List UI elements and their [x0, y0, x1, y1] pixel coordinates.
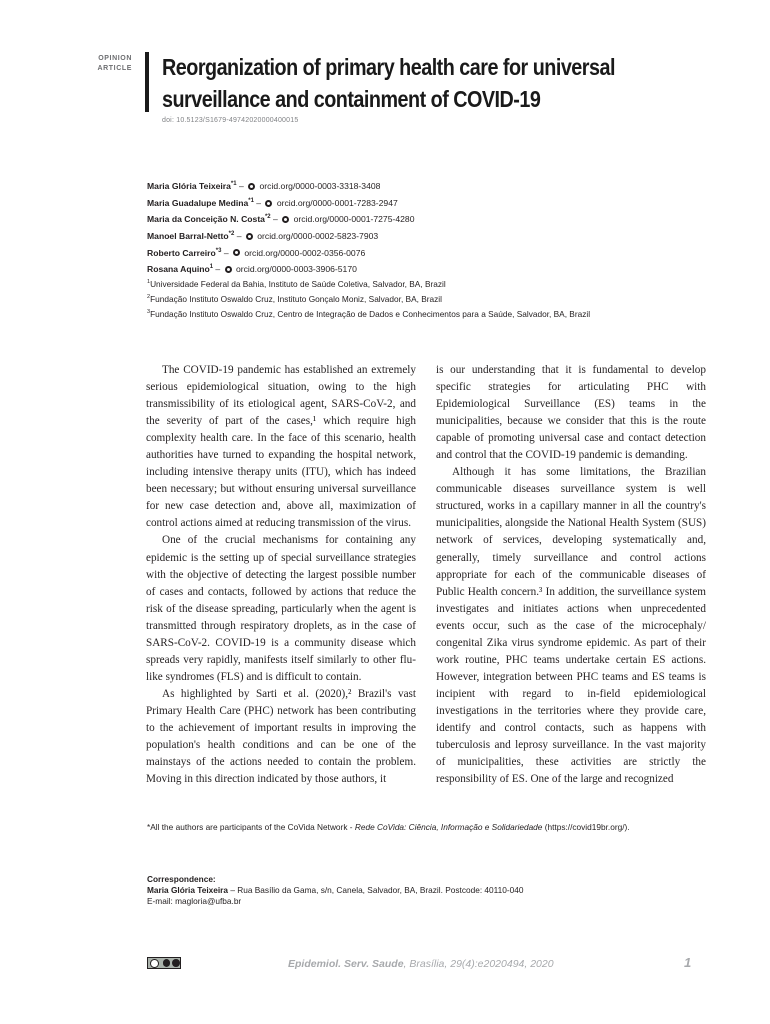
separator-dash: – — [270, 214, 281, 225]
article-title — [162, 51, 644, 115]
author-affiliation-marker: *2 — [228, 230, 235, 237]
affiliation-list — [147, 276, 590, 321]
affiliation-entry — [147, 291, 590, 306]
author-name: Manoel Barral-Netto — [147, 230, 229, 241]
author-affiliation-marker: *2 — [264, 214, 271, 221]
affiliation-text: Fundação Instituto Oswaldo Cruz, Centro de Integração de Dados e Conhecimentos para a Saúde, Salvador, BA, Brazil — [150, 308, 591, 319]
kicker-line-2: ARTICLE — [97, 65, 132, 72]
separator-dash: – — [253, 197, 264, 208]
affiliation-entry — [147, 276, 590, 291]
orcid-icon — [225, 266, 232, 273]
doi-link[interactable]: doi: 10.5123/S1679-49742020000400015 — [162, 117, 299, 124]
author-affiliation-marker: *1 — [248, 197, 254, 204]
orcid-icon — [282, 216, 289, 223]
cc-by-license-icon[interactable] — [147, 957, 181, 969]
orcid-link[interactable]: orcid.org/0000-0001-7275-4280 — [291, 214, 415, 225]
affiliation-marker: 2 — [147, 294, 151, 301]
by-attribution-icon — [163, 959, 171, 967]
author-list — [147, 177, 414, 277]
author-name: Maria da Conceição N. Costa — [147, 214, 265, 225]
body-column-left — [146, 362, 416, 788]
page-number: 1 — [684, 955, 692, 970]
author-name: Maria Guadalupe Medina — [147, 197, 249, 208]
journal-citation — [288, 958, 554, 970]
separator-dash: – — [213, 264, 223, 275]
title-line-2: surveillance and containment of COVID-19 — [162, 86, 541, 112]
correspondence-address-line — [147, 885, 524, 896]
paragraph: As highlighted by Sarti et al. (2020),² Brazil's vast Primary Health Care (PHC) network has been contributing to the achievement of important results in improving the population's health conditions and can be one of the mainstays of the actions needed to contain the problem. Moving in this direction indicated by those authors, it — [146, 687, 416, 786]
affiliation-text: Fundação Instituto Oswaldo Cruz, Instituto Gonçalo Moniz, Salvador, BA, Brazil — [150, 293, 442, 304]
separator-dash: – — [234, 230, 244, 241]
paragraph: is our understanding that it is fundamental to develop specific strategies for articulating PHC with Epidemiological Surveillance (ES) teams in the municipalities, because we consider that this is the route capable of promoting universal case and contact detection and control that the COVID-19 pandemic is demanding. — [436, 364, 706, 462]
author-entry — [147, 210, 414, 227]
orcid-icon — [248, 183, 255, 190]
title-line-1: Reorganization of primary health care for universal — [162, 54, 615, 80]
correspondence-name: Maria Glória Teixeira — [147, 885, 229, 895]
by-attribution-icon — [172, 959, 180, 967]
title-accent-bar — [145, 52, 149, 112]
separator-dash: – — [221, 247, 231, 258]
author-name: Maria Glória Teixeira — [147, 180, 231, 191]
article-type-label — [88, 54, 132, 74]
footnote-prefix: *All the authors are participants of the CoVida Network - — [147, 822, 355, 832]
affiliation-marker: 1 — [147, 279, 151, 285]
separator-dash: – — [236, 180, 247, 191]
orcid-link[interactable]: orcid.org/0000-0002-5823-7903 — [254, 230, 379, 241]
author-entry — [147, 260, 414, 277]
author-entry — [147, 227, 414, 244]
affiliation-marker: 3 — [147, 309, 151, 316]
orcid-icon — [265, 200, 272, 207]
correspondence-address: – Rua Basílio da Gama, s/n, Canela, Salvador, BA, Brazil. Postcode: 40110-040 — [228, 885, 524, 895]
footnote-network-name: Rede CoVida: Ciência, Informação e Solidariedade — [354, 822, 543, 832]
author-entry — [147, 177, 414, 194]
author-name: Rosana Aquino — [147, 264, 210, 275]
orcid-icon — [246, 233, 253, 240]
orcid-link[interactable]: orcid.org/0000-0003-3906-5170 — [233, 264, 357, 275]
correspondence-email[interactable]: E-mail: magloria@ufba.br — [147, 896, 242, 906]
cc-logo-icon — [150, 959, 159, 968]
orcid-icon — [233, 249, 240, 256]
author-affiliation-marker: *3 — [215, 247, 222, 254]
kicker-line-1: OPINION — [98, 55, 132, 62]
body-column-right — [436, 362, 706, 788]
author-affiliation-marker: 1 — [209, 264, 214, 271]
author-entry — [147, 244, 414, 261]
paragraph: Although it has some limitations, the Brazilian communicable diseases surveillance system is well structured, works in a capillary manner in all the country's municipalities, alongside the National Health System (SUS) network of services, developing systematically and, generally, timely surveillance and control actions appropriate for each of the communicable diseases of Public Health concern.³ In addition, the surveillance system investigates and initiates actions when unprecedented events occur, such as the case of the microcephaly/ congenital Zika virus syndrome epidemic. As part of their work routine, PHC teams undertake certain ES actions. However, integration between PHC teams and ES teams is incipient with regard to in-field epidemiological investigations in the territories where they provide care, identify and control contacts, such as happens with tuberculosis and leprosy surveillance. In the vast majority of municipalities, these activities are strictly the responsibility of ES. One of the large and recognized — [436, 466, 706, 786]
orcid-link[interactable]: orcid.org/0000-0001-7283-2947 — [274, 197, 398, 208]
author-entry — [147, 194, 414, 211]
paragraph: One of the crucial mechanisms for containing any epidemic is the setting up of special surveillance strategies with the objective of detecting the largest possible number of cases and contacts, followed by actions that reduce the risk of the disease spreading, particularly when the agent is transmitted through respiratory droplets, as in the case of SARS-CoV-2. COVID-19 is a community disease which spreads very rapidly, manifests itself similarly to other flu-like syndromes (FLS) and is difficult to contain. — [146, 534, 416, 683]
author-footnote — [147, 822, 630, 832]
footnote-suffix[interactable]: (https://covid19br.org/). — [542, 822, 630, 832]
orcid-link[interactable]: orcid.org/0000-0003-3318-3408 — [257, 180, 381, 191]
journal-volume-info: , Brasília, 29(4):e2020494, 2020 — [403, 958, 554, 970]
affiliation-entry — [147, 306, 590, 321]
correspondence-heading: Correspondence: — [147, 874, 216, 884]
affiliation-text: Universidade Federal da Bahia, Instituto de Saúde Coletiva, Salvador, BA, Brazil — [150, 278, 446, 289]
paragraph: The COVID-19 pandemic has established an extremely serious epidemiological situation, owing to the high transmissibility of its etiological agent, SARS-CoV-2, and the severity of part of the cases,¹ which require high complexity health care. In the face of this scenario, health authorities have turned to expanding the hospital network, including intensive therapy units (ITU), which has indeed been necessary; but without ensuring universal surveillance for new case detection and, above all, maximization of control actions aimed at reducing transmission of the virus. — [146, 364, 416, 530]
author-affiliation-marker: *1 — [230, 181, 237, 187]
author-name: Roberto Carreiro — [147, 247, 216, 258]
orcid-link[interactable]: orcid.org/0000-0002-0356-0076 — [242, 247, 366, 258]
journal-name: Epidemiol. Serv. Saude — [288, 958, 404, 970]
correspondence-block — [147, 874, 524, 907]
